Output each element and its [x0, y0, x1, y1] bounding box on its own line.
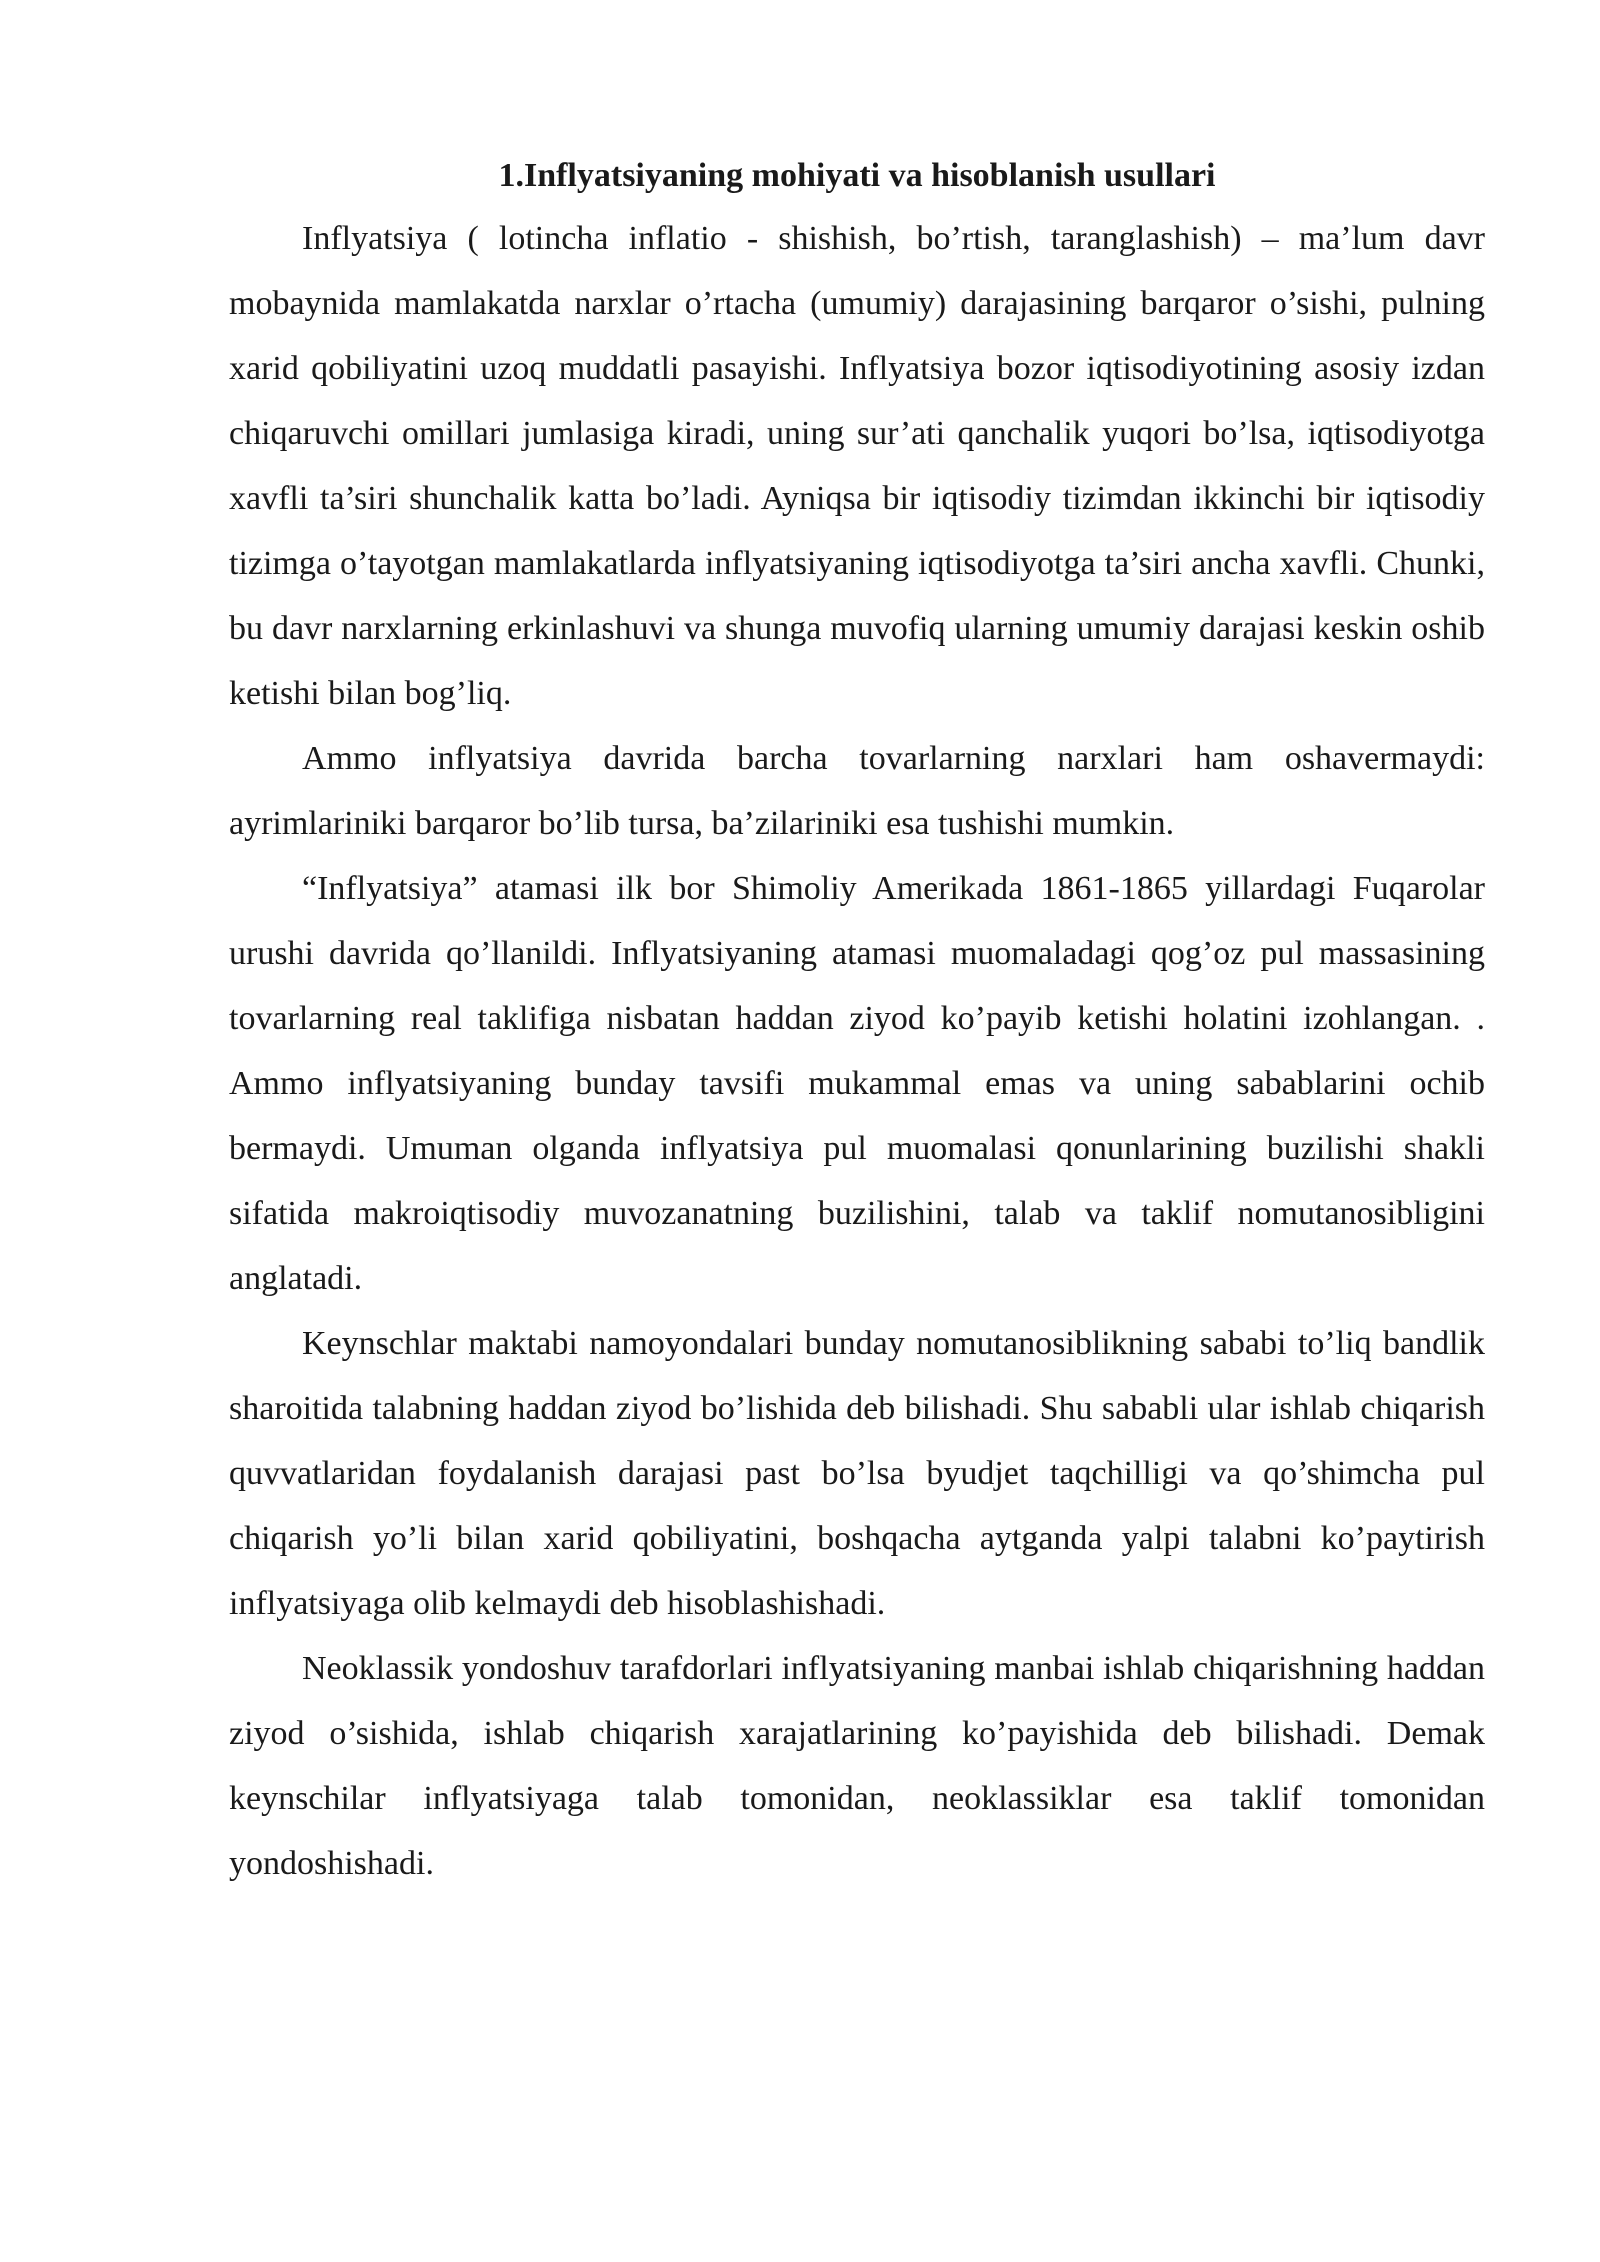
paragraph-neoclassical-view: Neoklassik yondoshuv tarafdorlari inflyatsiyaning manbai ishlab chiqarishning haddan ziyod o’sishida, ishlab chiqarish xarajatlarining ko’payishida deb bilishadi. Demak keynschilar inflyatsiyaga talab tomonidan, neoklassiklar esa taklif tomonidan yondoshishadi. [229, 1650, 1485, 1882]
paragraph-term-origin: “Inflyatsiya” atamasi ilk bor Shimoliy Amerikada 1861-1865 yillardagi Fuqarolar urushi davrida qo’llanildi. Inflyatsiyaning atamasi muomaladagi qog’oz pul massasining tovarlarning real taklifiga nisbatan haddan ziyod ko’payib ketishi holatini izohlangan. . Ammo inflyatsiyaning bunday tavsifi mukammal emas va uning sabablarini ochib bermaydi. Umuman olganda inflyatsiya pul muomalasi qonunlarining buzilishi shakli sifatida makroiqtisodiy muvozanatning buzilishini, talab va taklif nomutanosibligini anglatadi. [229, 870, 1485, 1297]
paragraph-definition: Inflyatsiya ( lotincha inflatio - shishish, bo’rtish, taranglashish) – ma’lum davr mobaynida mamlakatda narxlar o’rtacha (umumiy) darajasining barqaror o’sishi, pulning xarid qobiliyatini uzoq muddatli pasayishi. Inflyatsiya bozor iqtisodiyotining asosiy izdan chiqaruvchi omillari jumlasiga kiradi, uning sur’ati qanchalik yuqori bo’lsa, iqtisodiyotga xavfli ta’siri shunchalik katta bo’ladi. Ayniqsa bir iqtisodiy tizimdan ikkinchi bir iqtisodiy tizimga o’tayotgan mamlakatlarda inflyatsiyaning iqtisodiyotga ta’siri ancha xavfli. Chunki, bu davr narxlarning erkinlashuvi va shunga muvofiq ularning umumiy darajasi keskin oshib ketishi bilan bog’liq. [229, 220, 1485, 712]
section-title: 1.Inflyatsiyaning mohiyati va hisoblanish usullari [498, 157, 1216, 194]
paragraph-price-exceptions: Ammo inflyatsiya davrida barcha tovarlarning narxlari ham oshavermaydi: ayrimlariniki barqaror bo’lib tursa, ba’zilariniki esa tushishi mumkin. [229, 740, 1485, 842]
paragraph-keynesian-view: Keynschlar maktabi namoyondalari bunday nomutanosiblikning sababi to’liq bandlik sharoitida talabning haddan ziyod bo’lishida deb bilishadi. Shu sababli ular ishlab chiqarish quvvatlaridan foydalanish darajasi past bo’lsa byudjet taqchilligi va qo’shimcha pul chiqarish yo’li bilan xarid qobiliyatini, boshqacha aytganda yalpi talabni ko’paytirish inflyatsiyaga olib kelmaydi deb hisoblashishadi. [229, 1325, 1485, 1622]
document-body [229, 146, 1485, 1896]
